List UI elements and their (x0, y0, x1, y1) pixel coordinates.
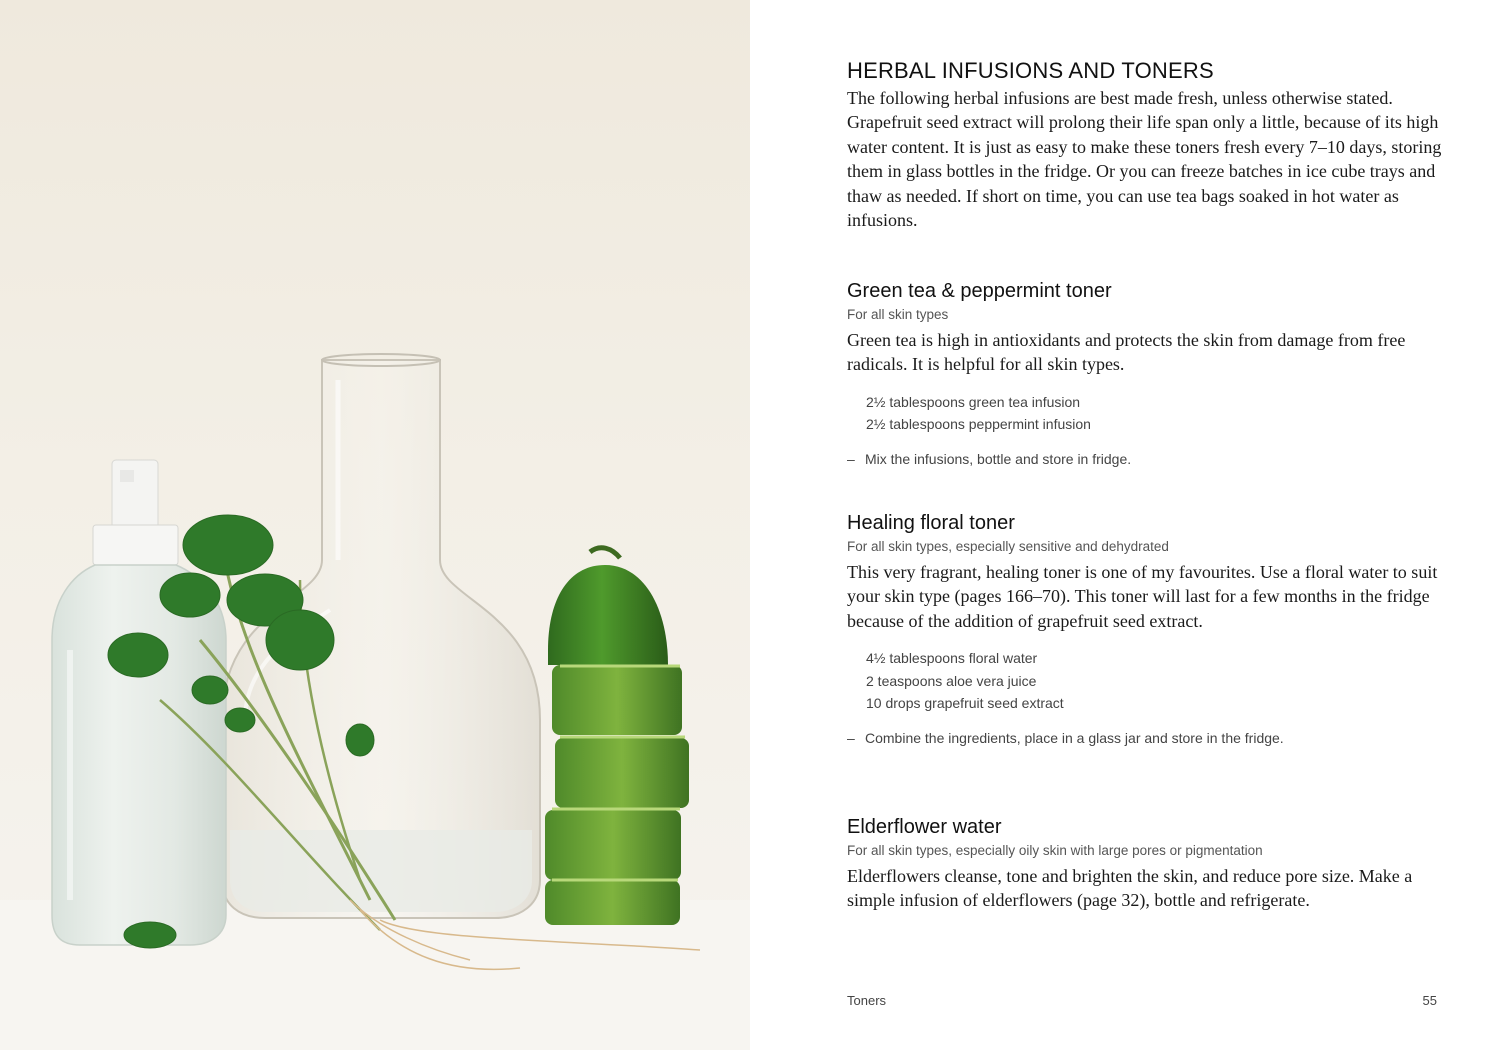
recipe-title: Green tea & peppermint toner (847, 280, 1112, 302)
page-title: HERBAL INFUSIONS AND TONERS (847, 58, 1214, 83)
recipe-skin-type: For all skin types, especially sensitive and dehydrated (847, 539, 1169, 554)
page-number: 55 (1422, 993, 1437, 1008)
method-text: Mix the infusions, bottle and store in fridge. (865, 450, 1132, 467)
intro-paragraph: The following herbal infusions are best made fresh, unless otherwise stated. Grapefruit seed extract will prolong their life span only a little, because of its high water content. It is just as easy to make these toners fresh every 7–10 days, storing them in glass bottles in the fridge. Or you can freeze batches in ice cube trays and thaw as needed. If short on time, you can use tea bags soaked in hot water as infusions. (847, 88, 1442, 231)
text-page (750, 0, 1500, 1050)
ingredient-item: 2½ tablespoons peppermint infusion (866, 416, 1091, 433)
method-dash: – (847, 729, 855, 746)
method-dash: – (847, 450, 855, 467)
ingredient-list (847, 647, 1447, 715)
recipe-description: Green tea is high in antioxidants and protects the skin from damage from free radicals. It is helpful for all skin types. (847, 330, 1406, 375)
ingredient-item: 4½ tablespoons floral water (866, 650, 1038, 667)
ingredient-item: 2 teaspoons aloe vera juice (866, 672, 1037, 689)
method-text: Combine the ingredients, place in a glass jar and store in the fridge. (865, 729, 1284, 746)
recipe-skin-type: For all skin types (847, 307, 949, 322)
recipe-description: Elderflowers cleanse, tone and brighten the skin, and reduce pore size. Make a simple infusion of elderflowers (page 32), bottle and refrigerate. (847, 866, 1413, 911)
recipe-title: Healing floral toner (847, 512, 1015, 534)
recipe-healing-floral (847, 510, 1447, 749)
footer-section-name: Toners (847, 993, 887, 1008)
ingredient-list (847, 391, 1447, 436)
recipe-description: This very fragrant, healing toner is one of my favourites. Use a floral water to suit your skin type (pages 166–70). This toner will last for a few months in the fridge because of the addition of grapefruit seed extract. (847, 562, 1438, 631)
recipe-method (847, 727, 1447, 749)
ingredient-item: 10 drops grapefruit seed extract (866, 695, 1064, 712)
recipe-elderflower-water (847, 814, 1447, 913)
sliced-cucumber (545, 548, 689, 925)
recipe-method (847, 448, 1447, 470)
recipe-title: Elderflower water (847, 816, 1002, 838)
recipe-green-tea-peppermint (847, 278, 1447, 470)
recipe-skin-type: For all skin types, especially oily skin with large pores or pigmentation (847, 843, 1263, 858)
ingredient-item: 2½ tablespoons green tea infusion (866, 393, 1081, 410)
